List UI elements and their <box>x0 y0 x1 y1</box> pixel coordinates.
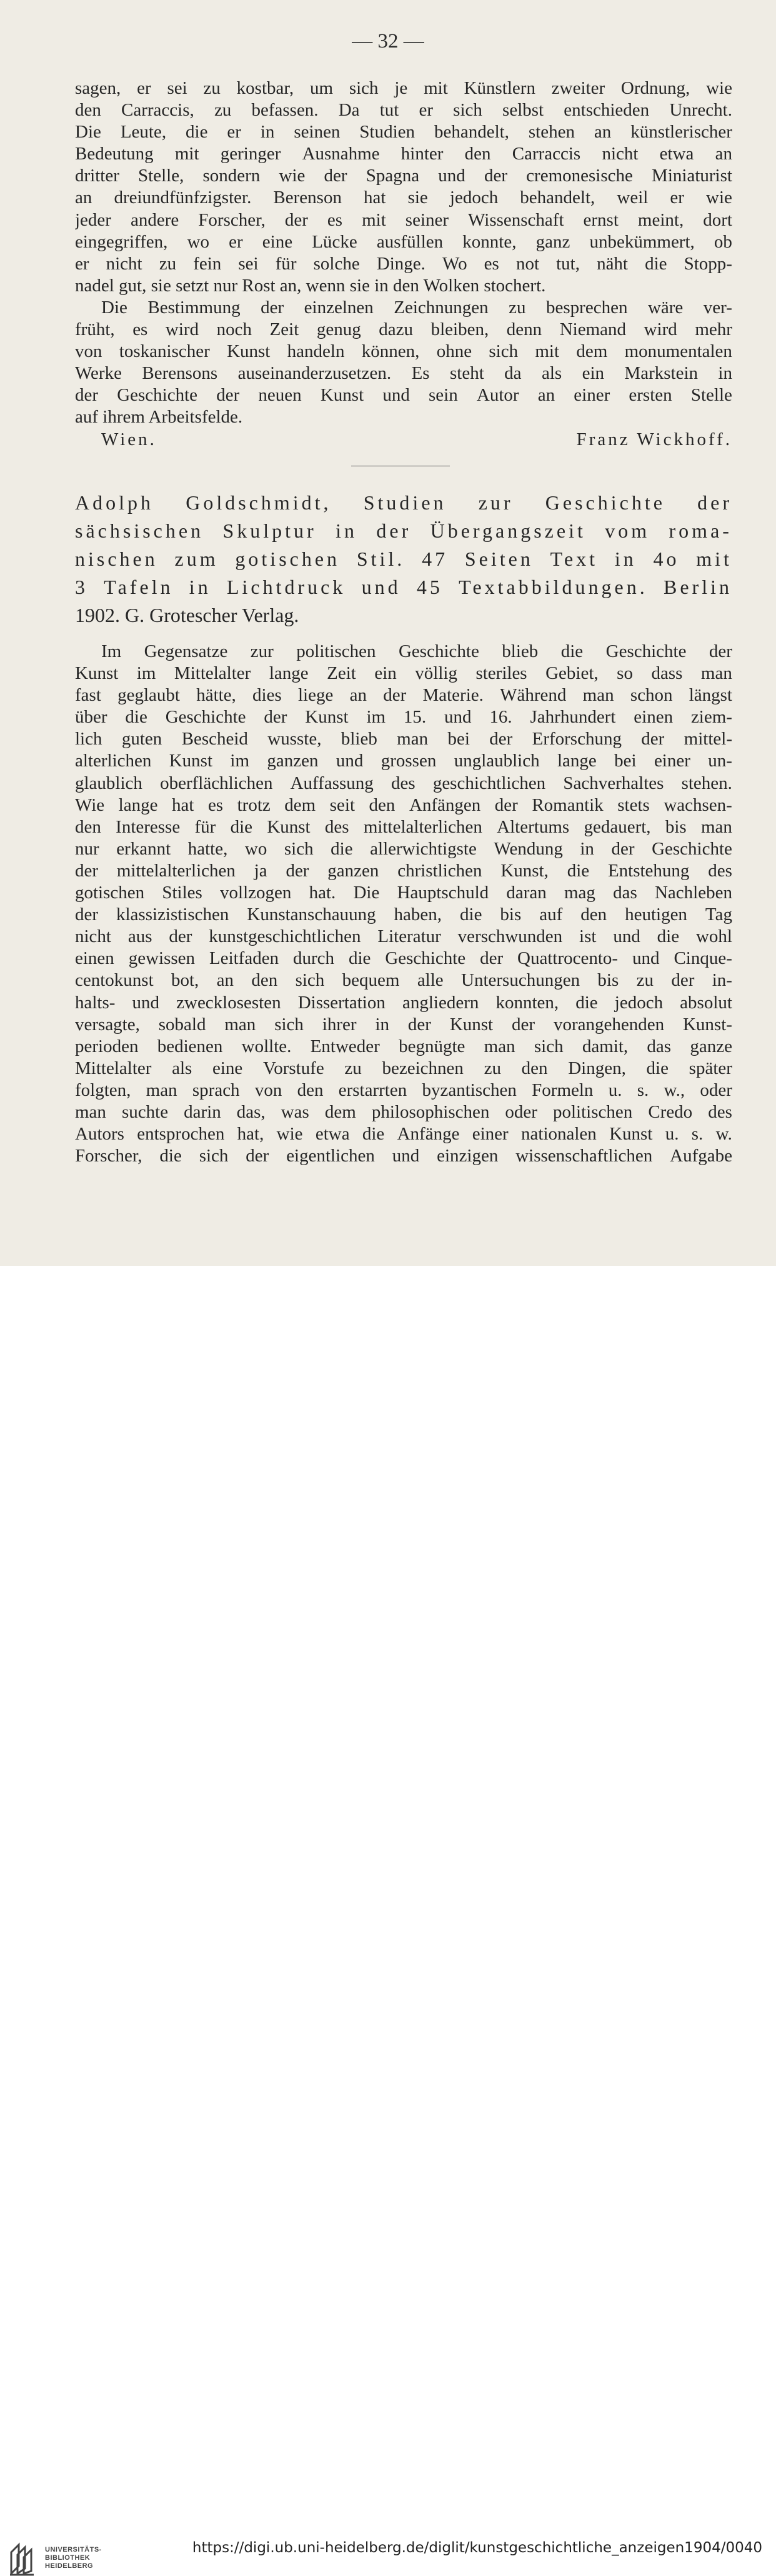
text-line: früht, es wird noch Zeit genug dazu bleiben, denn Niemand wird mehr <box>75 319 732 340</box>
scanned-page <box>0 0 776 1266</box>
heading-line: 3 Tafeln in Lichtdruck und 45 Textabbildungen. Berlin <box>75 576 732 598</box>
text-line: dritter Stelle, sondern wie der Spagna und der cremonesische Miniaturist <box>75 166 732 186</box>
review-2-body <box>75 641 732 1167</box>
text-line: den Interesse für die Kunst des mittelalterlichen Altertums gedauert, bis man <box>75 816 732 837</box>
text-line: man suchte darin das, was dem philosophischen oder politischen Credo des <box>75 1101 732 1122</box>
text-line: auf ihrem Arbeitsfelde. <box>75 407 243 428</box>
text-line: Bedeutung mit geringer Ausnahme hinter den Carraccis nicht etwa an <box>75 144 732 164</box>
text-line: Im Gegensatze zur politischen Geschichte blieb die Geschichte der <box>101 641 732 661</box>
text-line: jeder andere Forscher, der es mit seiner Wissenschaft ernst meint, dort <box>75 209 732 230</box>
text-line: sagen, er sei zu kostbar, um sich je mit Künstlern zweiter Ordnung, wie <box>75 78 732 98</box>
text-line: über die Geschichte der Kunst im 15. und 16. Jahrhundert einen ziem- <box>75 707 732 728</box>
text-line: glaublich oberflächlichen Auffassung des geschichtlichen Sachverhaltes stehen. <box>75 773 732 793</box>
footer-bar <box>0 1266 776 2570</box>
text-line: er nicht zu fein sei für solche Dinge. Wo es not tut, näht die Stopp- <box>75 253 732 274</box>
text-line: der Geschichte der neuen Kunst und sein Autor an einer ersten Stelle <box>75 385 732 406</box>
text-line: Kunst im Mittelalter lange Zeit ein völlig steriles Gebiet, so dass man <box>75 663 732 684</box>
text-line: alterlichen Kunst im ganzen und grossen unglaublich lange bei einer un- <box>75 751 732 771</box>
text-line: Werke Berensons auseinanderzusetzen. Es steht da als ein Markstein in <box>75 363 732 384</box>
text-line: von toskanischer Kunst handeln können, ohne sich mit dem monumentalen <box>75 341 732 362</box>
review-1-signature <box>75 429 732 451</box>
signature-author: Franz Wickhoff. <box>576 429 732 449</box>
text-line: perioden bedienen wollte. Entweder begnügte man sich damit, das ganze <box>75 1036 732 1056</box>
text-line: nicht aus der kunstgeschichtlichen Literatur verschwunden ist und die wohl <box>75 926 732 947</box>
text-line: Wie lange hat es trotz dem seit den Anfängen der Romantik stets wachsen- <box>75 794 732 815</box>
text-line: den Carraccis, zu befassen. Da tut er sich selbst entschieden Unrecht. <box>75 100 732 121</box>
text-line: lich guten Bescheid wusste, blieb man bei der Erforschung der mittel- <box>75 729 732 749</box>
text-line: folgten, man sprach von den erstarrten byzantischen Formeln u. s. w., oder <box>75 1080 732 1100</box>
heading-line: Adolph Goldschmidt, Studien zur Geschichte der <box>75 491 732 514</box>
text-line: einen gewissen Leitfaden durch die Geschichte der Quattrocento- und Cinque- <box>75 948 732 969</box>
signature-place: Wien. <box>101 429 157 449</box>
heading-line: sächsischen Skulptur in der Übergangszeit vom roma- <box>75 519 732 542</box>
text-line: versagte, sobald man sich ihrer in der Kunst der vorangehenden Kunst- <box>75 1014 732 1035</box>
university-library-logo-icon <box>9 2541 44 2576</box>
text-line: der klassizistischen Kunstanschauung haben, die bis auf den heutigen Tag <box>75 905 732 925</box>
text-line: centokunst bot, an den sich bequem alle Untersuchungen bis zu der in- <box>75 970 732 991</box>
heading-line: 1902. G. Grotescher Verlag. <box>75 604 299 626</box>
text-line: Mittelalter als eine Vorstufe zu bezeichnen zu den Dingen, die später <box>75 1058 732 1078</box>
text-line: Die Bestimmung der einzelnen Zeichnungen zu besprechen wäre ver- <box>101 297 732 318</box>
text-line: fast geglaubt hätte, dies liege an der Materie. Während man schon längst <box>75 685 732 706</box>
text-line: eingegriffen, wo er eine Lücke ausfüllen konnte, ganz unbekümmert, ob <box>75 231 732 252</box>
text-line: gotischen Stiles vollzogen hat. Die Hauptschuld daran mag das Nachleben <box>75 883 732 903</box>
heading-line: nischen zum gotischen Stil. 47 Seiten Text in 4o mit <box>75 548 732 570</box>
text-line: an dreiundfünfzigster. Berenson hat sie jedoch behandelt, weil er wie <box>75 188 732 208</box>
text-line: nur erkannt hatte, wo sich die allerwichtigste Wendung in der Geschichte <box>75 838 732 859</box>
review-2-heading <box>75 489 732 629</box>
text-line: Die Leute, die er in seinen Studien behandelt, stehen an künstlerischer <box>75 122 732 143</box>
page-number: — 32 — <box>352 30 424 53</box>
text-line: halts- und zwecklosesten Dissertation angliedern konnten, die jedoch absolut <box>75 992 732 1013</box>
text-line: nadel gut, sie setzt nur Rost an, wenn sie in den Wolken stochert. <box>75 275 546 296</box>
review-1-body <box>75 78 732 429</box>
text-line: Autors entsprochen hat, wie etwa die Anfänge einer nationalen Kunst u. s. w. <box>75 1124 732 1145</box>
text-line: der mittelalterlichen ja der ganzen christlichen Kunst, die Entstehung des <box>75 860 732 881</box>
library-name: UNIVERSITÄTS- BIBLIOTHEK HEIDELBERG <box>45 2546 102 2570</box>
source-url-link[interactable]: https://digi.ub.uni-heidelberg.de/diglit/kunstgeschichtliche_anzeigen1904/0040 <box>192 2540 762 2556</box>
text-line: Forscher, die sich der eigentlichen und einzigen wissenschaftlichen Aufgabe <box>75 1146 732 1166</box>
